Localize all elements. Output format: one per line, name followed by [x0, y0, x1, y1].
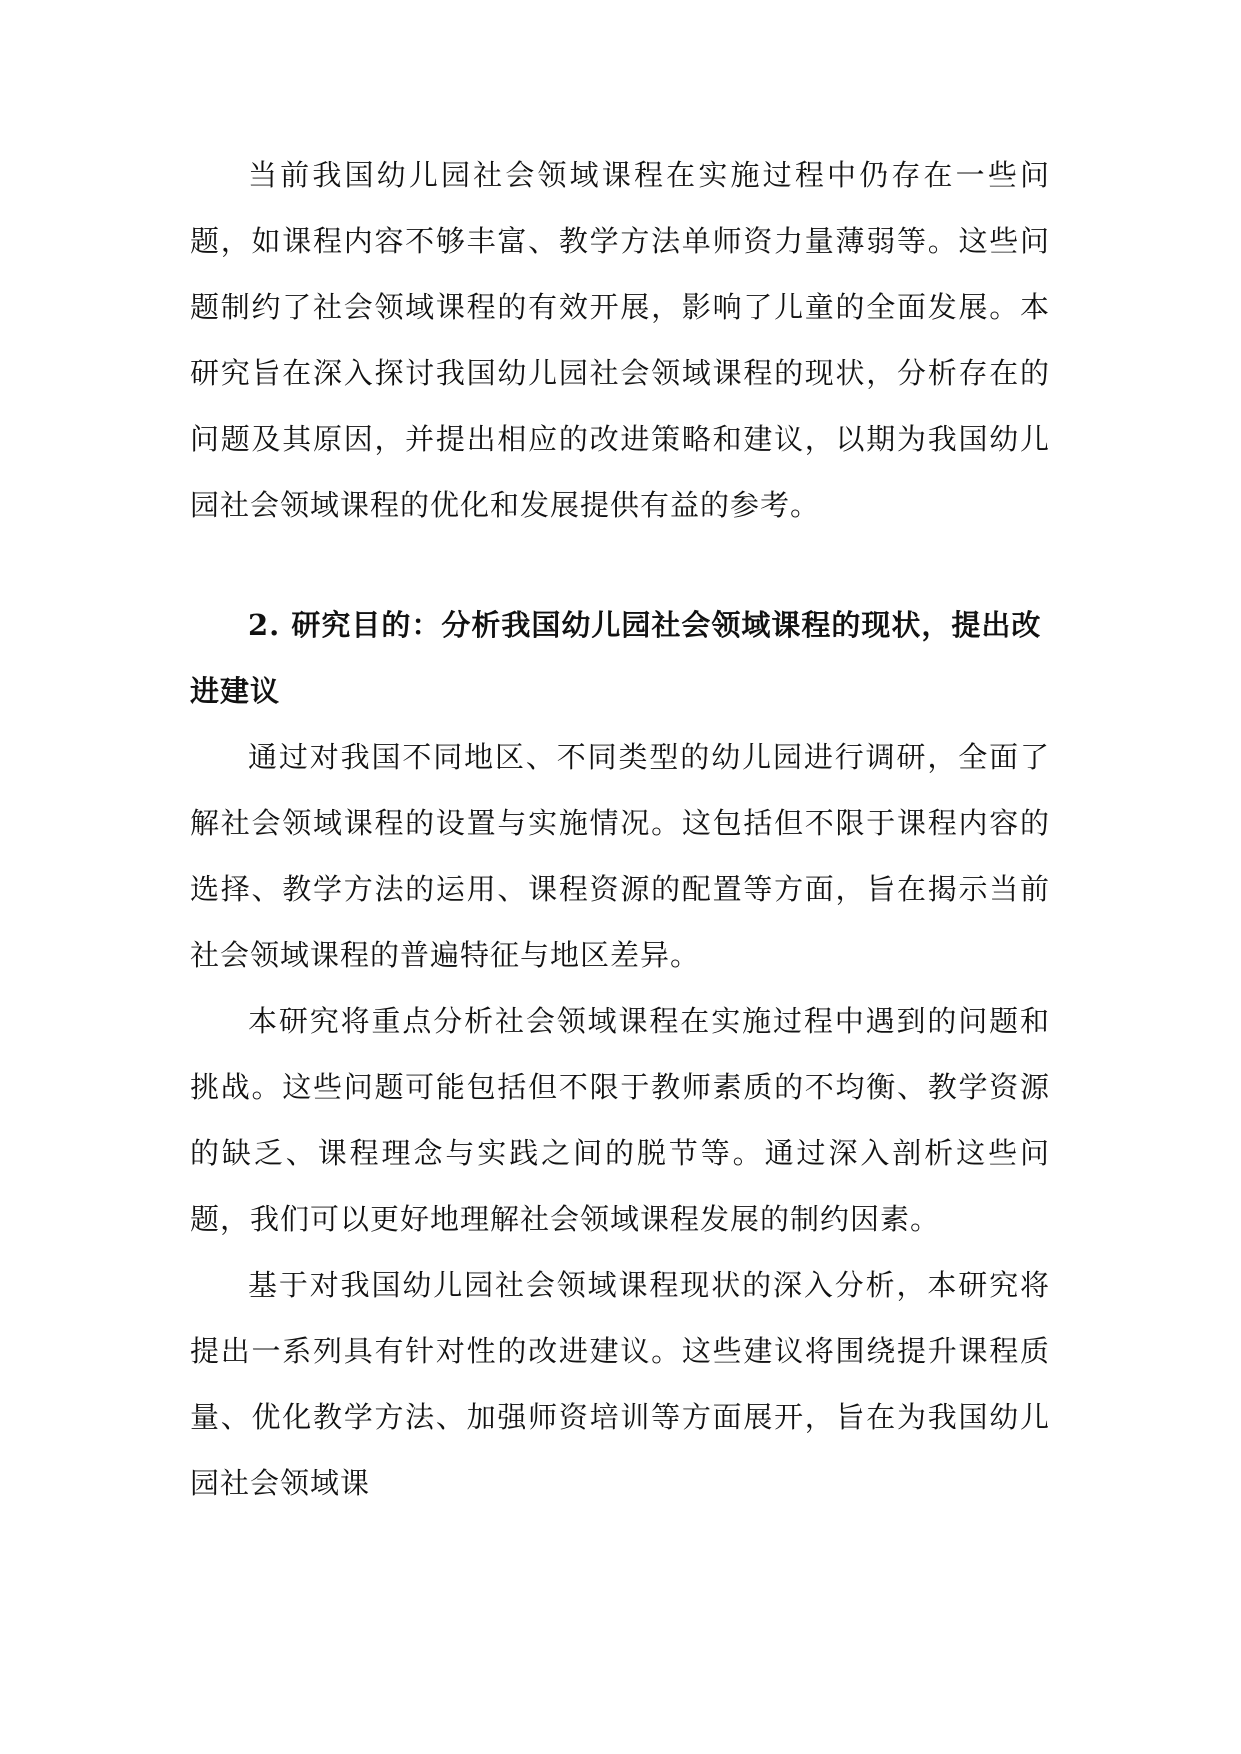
- intro-paragraph: 当前我国幼儿园社会领域课程在实施过程中仍存在一些问题，如课程内容不够丰富、教学方法单师资力量薄弱等。这些问题制约了社会领域课程的有效开展，影响了儿童的全面发展。本研究旨在深入探讨我国幼儿园社会领域课程的现状，分析存在的问题及其原因，并提出相应的改进策略和建议，以期为我国幼儿园社会领域课程的优化和发展提供有益的参考。: [190, 158, 1050, 522]
- document-page: [190, 142, 1050, 1516]
- section-heading: 2. 研究目的：分析我国幼儿园社会领域课程的现状，提出改进建议: [190, 608, 1042, 708]
- body-paragraph-3: 基于对我国幼儿园社会领域课程现状的深入分析，本研究将提出一系列具有针对性的改进建议。这些建议将围绕提升课程质量、优化教学方法、加强师资培训等方面展开，旨在为我国幼儿园社会领域课: [190, 1268, 1050, 1500]
- body-paragraph-2: 本研究将重点分析社会领域课程在实施过程中遇到的问题和挑战。这些问题可能包括但不限于教师素质的不均衡、教学资源的缺乏、课程理念与实践之间的脱节等。通过深入剖析这些问题，我们可以更好地理解社会领域课程发展的制约因素。: [190, 1004, 1050, 1236]
- body-paragraph-1: 通过对我国不同地区、不同类型的幼儿园进行调研，全面了解社会领域课程的设置与实施情况。这包括但不限于课程内容的选择、教学方法的运用、课程资源的配置等方面，旨在揭示当前社会领域课程的普遍特征与地区差异。: [190, 740, 1050, 972]
